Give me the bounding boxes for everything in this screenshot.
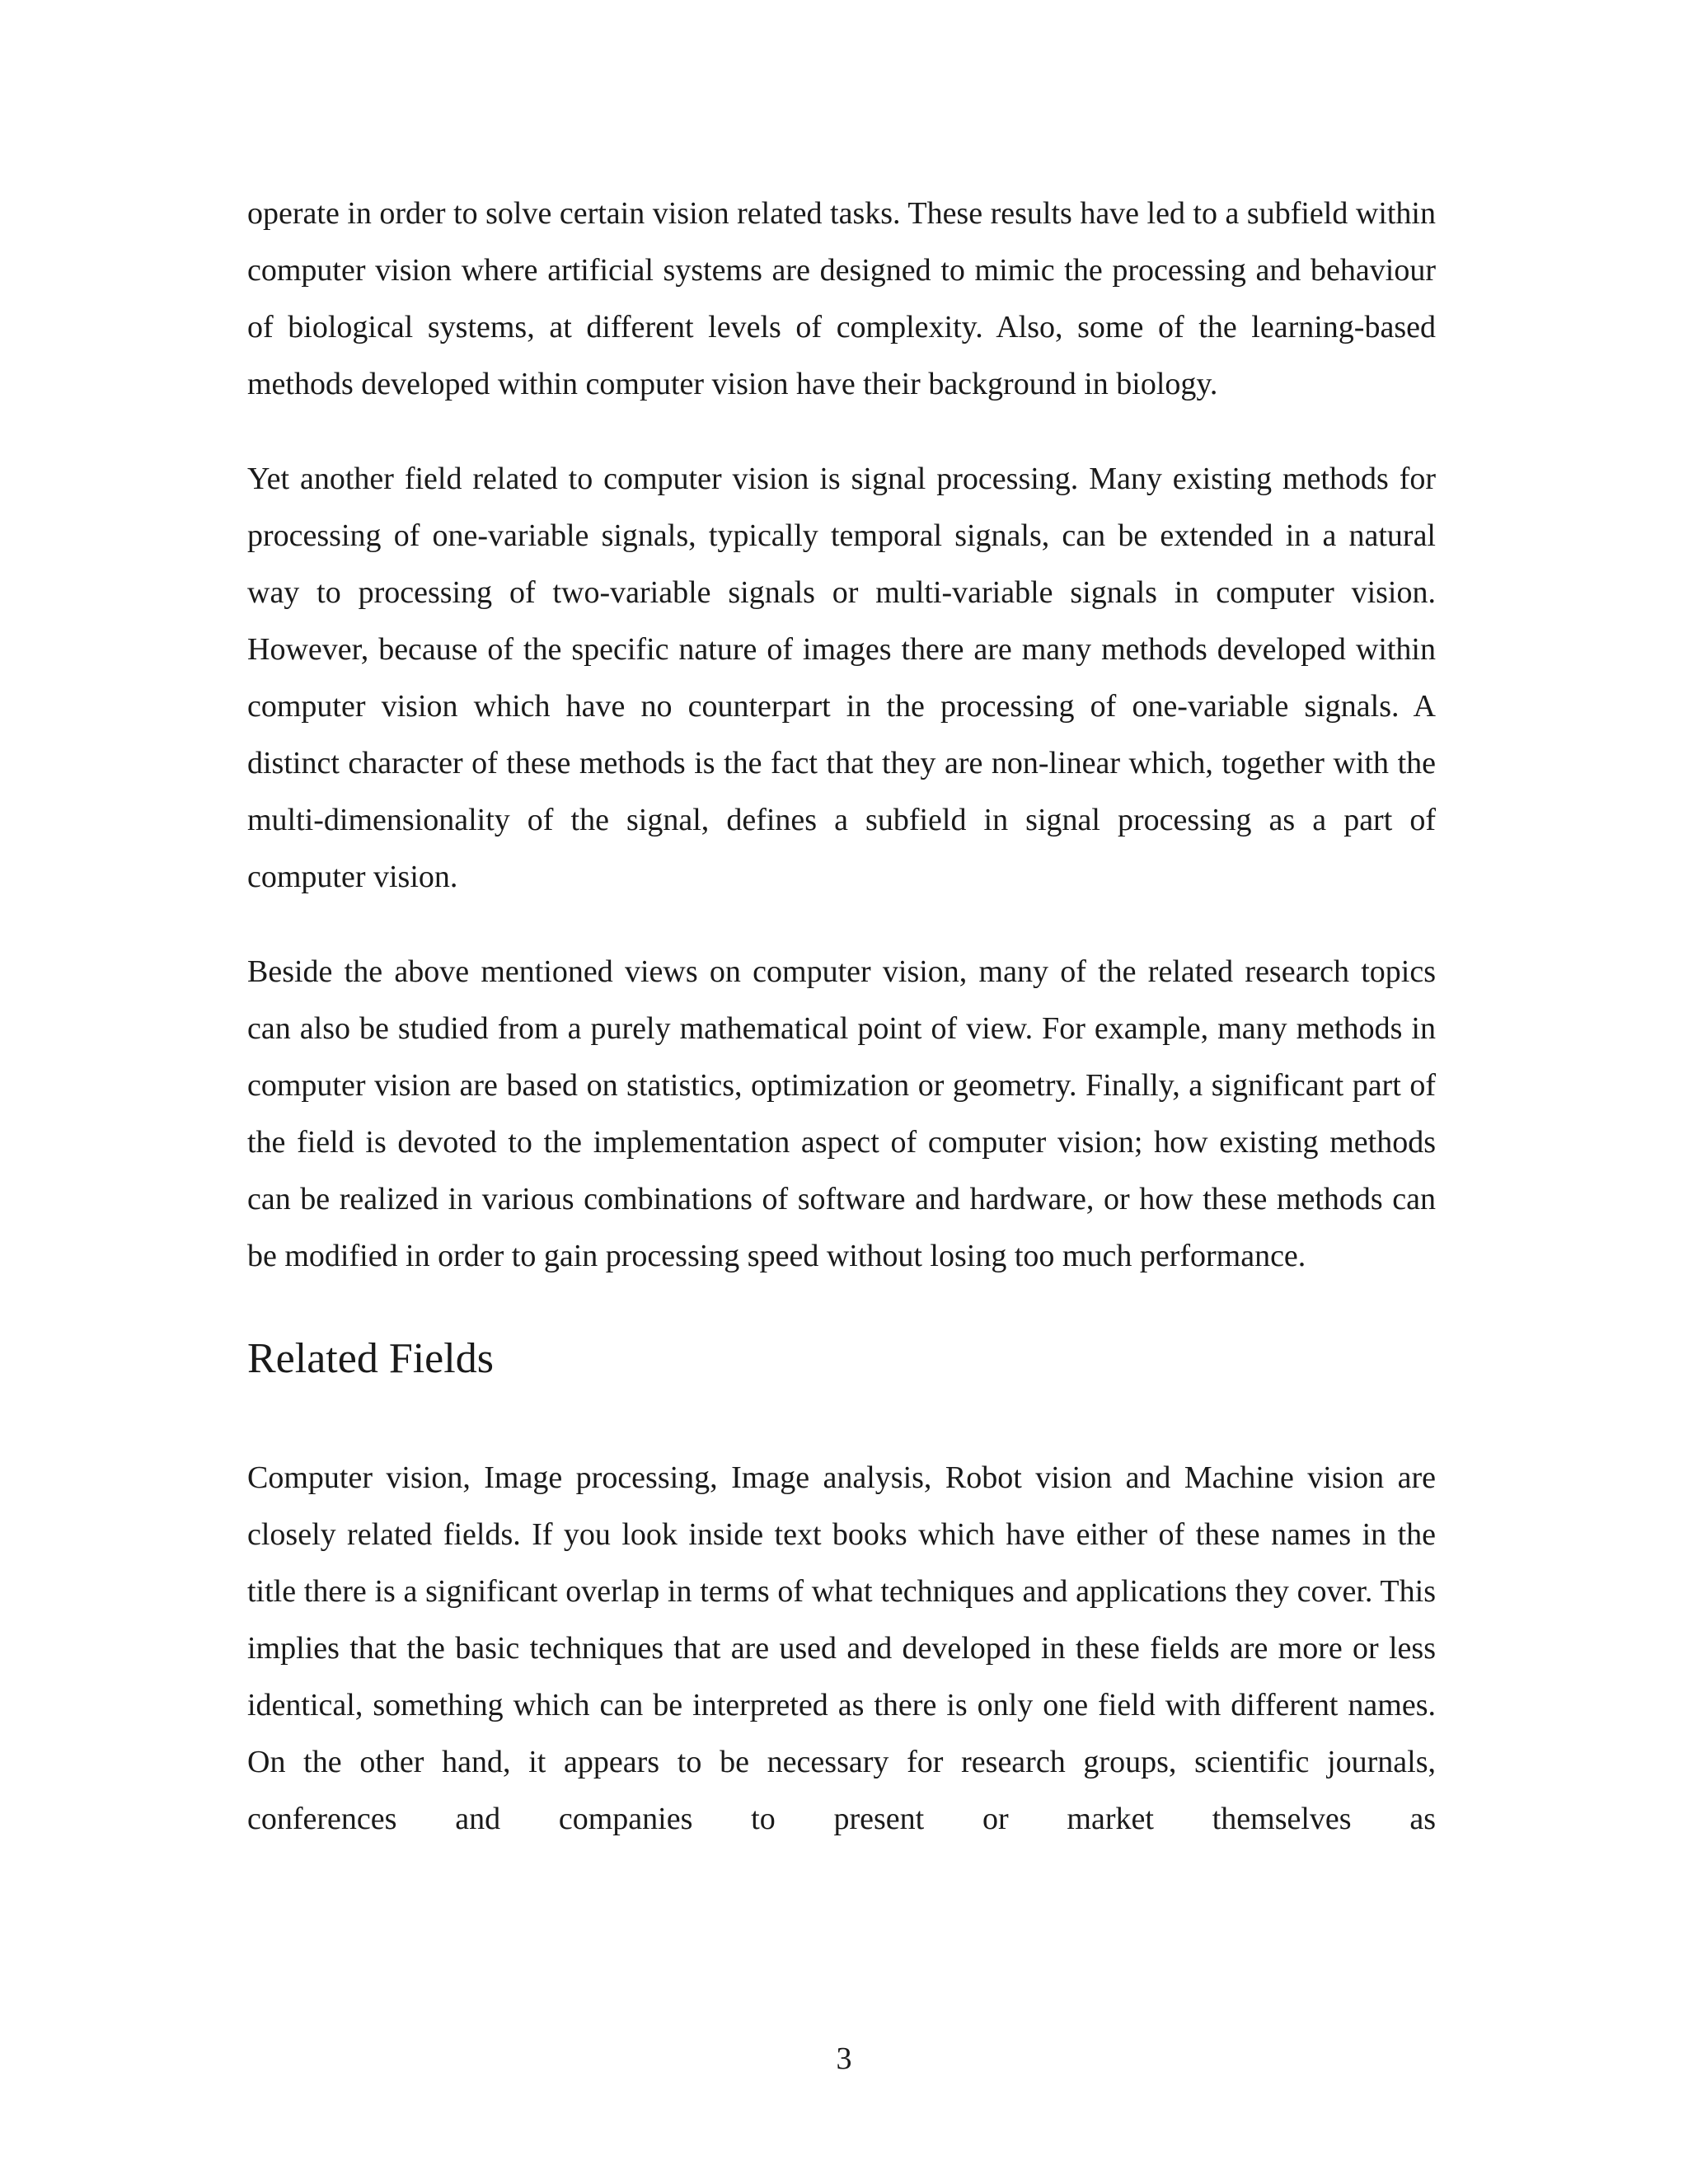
paragraph-mathematical-view: Beside the above mentioned views on computer vision, many of the related research topics can also be studied from a purely mathematical point of view. For example, many methods in computer vision are based on statistics, optimization or geometry. Finally, a significant part of the field is devoted to the implementation aspect of computer vision; how existing methods can be realized in various combinations of software and hardware, or how these methods can be modified in order to gain processing speed without losing too much performance. [247, 954, 1436, 1273]
page-number: 3 [836, 2041, 852, 2076]
paragraph-biology: operate in order to solve certain vision related tasks. These results have led to a subfield within computer vision where artificial systems are designed to mimic the processing and behaviour of biological systems, at different levels of complexity. Also, some of the learning-based methods developed within computer vision have their background in biology. [247, 196, 1436, 401]
paragraph-signal-processing: Yet another field related to computer vision is signal processing. Many existing methods for processing of one-variable signals, typically temporal signals, can be extended in a natural way to processing of two-variable signals or multi-variable signals in computer vision. However, because of the specific nature of images there are many methods developed within computer vision which have no counterpart in the processing of one-variable signals. A distinct character of these methods is the fact that they are non-linear which, together with the multi-dimensionality of the signal, defines a subfield in signal processing as a part of computer vision. [247, 462, 1436, 894]
section-heading-related-fields: Related Fields [247, 1335, 494, 1382]
paragraph-related-fields: Computer vision, Image processing, Image analysis, Robot vision and Machine vision are closely related fields. If you look inside text books which have either of these names in the title there is a significant overlap in terms of what techniques and applications they cover. This implies that the basic techniques that are used and developed in these fields are more or less identical, something which can be interpreted as there is only one field with different names. On the other hand, it appears to be necessary for research groups, scientific journals, conferences and companies to present or market themselves as [247, 1460, 1436, 1836]
page-body [247, 185, 1436, 1848]
